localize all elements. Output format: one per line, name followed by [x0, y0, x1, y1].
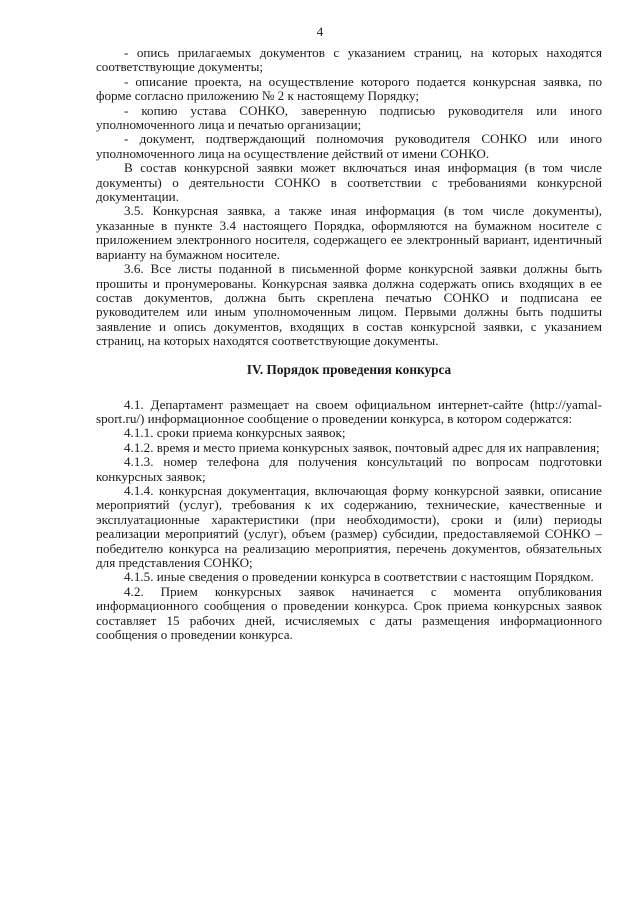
paragraph-4-1-2: 4.1.2. время и место приема конкурсных заявок, почтовый адрес для их направления;: [124, 439, 600, 455]
paragraph-4-1: 4.1. Департамент размещает на своем официальном интернет-сайте (http://yamal-sport.ru/) информационное сообщение о проведении конкурса, в котором содержатся:: [96, 396, 602, 426]
section-heading: IV. Порядок проведения конкурса: [246, 361, 452, 377]
paragraph-3-5: 3.5. Конкурсная заявка, а также иная информация (в том числе документы), указанные в пункте 3.4 настоящего Порядка, оформляются на бумажном носителе с приложением электронного носителя, содержащего ее электронный вариант, идентичный варианту на бумажном носителе.: [96, 203, 602, 262]
list-item-ustav: - копию устава СОНКО, заверенную подписью руководителя или иного уполномоченного лица и печатью организации;: [96, 102, 602, 133]
paragraph-4-1-3: 4.1.3. номер телефона для получения консультаций по вопросам подготовки конкурсных заявок;: [96, 454, 602, 484]
page-number: 4: [316, 24, 324, 39]
paragraph-4-2: 4.2. Прием конкурсных заявок начинается с момента опубликования информационного сообщения о проведении конкурса. Срок приема конкурсных заявок составляет 15 рабочих дней, исчисляемых с даты размещения информационного сообщения о проведении конкурса.: [96, 583, 602, 643]
paragraph-4-1-5: 4.1.5. иные сведения о проведении конкурса в соответствии с настоящим Порядком.: [124, 569, 594, 585]
paragraph-4-1-4: 4.1.4. конкурсная документация, включающая форму конкурсной заявки, описание мероприятий (услуг), требования к их содержанию, технические, качественные и эксплуатационные характеристики (при необходимости), сроки и (или) периоды реализации мероприятий (услуг), объем (размер) субсидии, предоставляемой СОНКО – победителю конкурса на реализацию мероприятия, перечень документов, обязательных для представления СОНКО;: [96, 482, 602, 570]
document-body: [96, 46, 602, 642]
list-item-opisanie: - описание проекта, на осуществление которого подается конкурсная заявка, по форме согласно приложению № 2 к настоящему Порядку;: [96, 73, 602, 104]
paragraph-4-1-1: 4.1.1. сроки приема конкурсных заявок;: [124, 425, 346, 441]
list-item-polnomochiya: - документ, подтверждающий полномочия руководителя СОНКО или иного уполномоченного лица на осуществление действий от имени СОНКО.: [96, 131, 602, 161]
paragraph-3-6: 3.6. Все листы поданной в письменной форме конкурсной заявки должны быть прошиты и пронумерованы. Конкурсная заявка должна содержать опись входящих в ее состав документов, должна быть скреплена печатью СОНКО и подписана ее руководителем или иным уполномоченным лицом. Первыми должны быть подшиты заявление и опись документов, входящих в состав конкурсной заявки, с указанием страниц, на которых находятся соответствующие документы.: [96, 261, 602, 349]
list-item-opis: - опись прилагаемых документов с указанием страниц, на которых находятся соответствующие документы;: [96, 45, 602, 75]
paragraph-inaya-informaciya: В состав конкурсной заявки может включаться иная информация (в том числе документы) о деятельности СОНКО в соответствии с требованиями конкурсной документации.: [96, 160, 602, 205]
